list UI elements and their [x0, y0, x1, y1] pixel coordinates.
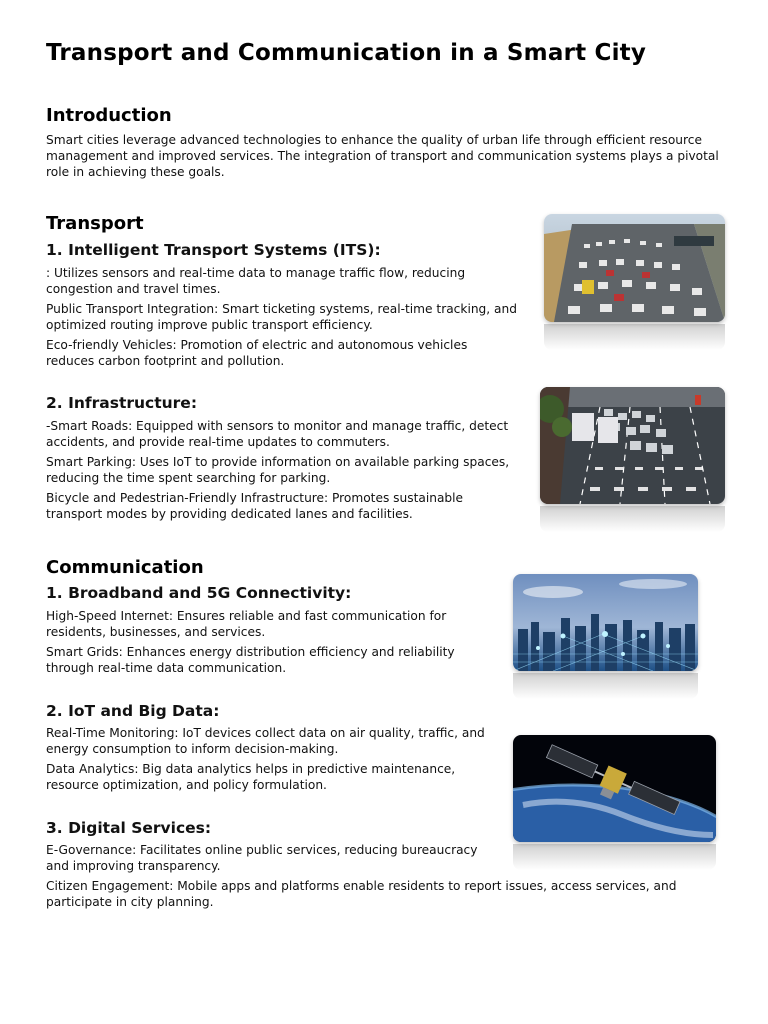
bicycle-infrastructure-text: Bicycle and Pedestrian-Friendly Infrastructure: Promotes sustainable transport modes by providing dedicated lanes and facilities. [46, 491, 464, 521]
smart-parking-text: Smart Parking: Uses IoT to provide information on available parking spaces, reducing the time spent searching for parking. [46, 455, 510, 485]
real-time-monitoring-text: Real-Time Monitoring: IoT devices collect data on air quality, traffic, and energy consumption to inform decision-making. [46, 726, 485, 756]
digital-services-heading: 3. Digital Services: [46, 819, 212, 837]
its-public-transport-text: Public Transport Integration: Smart ticketing systems, real-time tracking, and optimized routing improve public transport efficiency. [46, 302, 517, 332]
data-analytics-text: Data Analytics: Big data analytics helps in predictive maintenance, resource optimization, and policy formulation. [46, 762, 456, 792]
street-photo-reflection [540, 506, 725, 532]
city-street-photo [540, 387, 725, 504]
highway-traffic-photo [544, 214, 725, 322]
introduction-text: Smart cities leverage advanced technologies to enhance the quality of urban life through efficient resource management and improved services. The integration of transport and communication systems plays a pivotal role in achieving these goals. [46, 133, 719, 179]
citizen-engagement-text: Citizen Engagement: Mobile apps and platforms enable residents to report issues, access services, and participate in city planning. [46, 879, 677, 909]
page-title: Transport and Communication in a Smart City [46, 40, 647, 66]
high-speed-internet-text: High-Speed Internet: Ensures reliable and fast communication for residents, businesses, and services. [46, 609, 447, 639]
broadband-heading: 1. Broadband and 5G Connectivity: [46, 584, 352, 602]
introduction-heading: Introduction [46, 105, 172, 126]
its-traffic-text: : Utilizes sensors and real-time data to manage traffic flow, reducing congestion and travel times. [46, 266, 466, 296]
e-governance-text: E-Governance: Facilitates online public services, reducing bureaucracy and improving transparency. [46, 843, 478, 873]
its-heading: 1. Intelligent Transport Systems (ITS): [46, 241, 381, 259]
highway-photo-reflection [544, 324, 725, 350]
smart-roads-text: -Smart Roads: Equipped with sensors to monitor and manage traffic, detect accidents, and provide real-time updates to commuters. [46, 419, 509, 449]
infrastructure-heading: 2. Infrastructure: [46, 394, 198, 412]
its-eco-vehicles-text: Eco-friendly Vehicles: Promotion of electric and autonomous vehicles reduces carbon footprint and pollution. [46, 338, 468, 368]
city-photo-reflection [513, 673, 698, 699]
transport-heading: Transport [46, 213, 144, 234]
smart-grids-text: Smart Grids: Enhances energy distribution efficiency and reliability through real-time data communication. [46, 645, 455, 675]
iot-heading: 2. IoT and Big Data: [46, 702, 220, 720]
communication-heading: Communication [46, 557, 204, 578]
connected-city-photo [513, 574, 698, 671]
satellite-photo [513, 735, 716, 842]
satellite-photo-reflection [513, 844, 716, 870]
